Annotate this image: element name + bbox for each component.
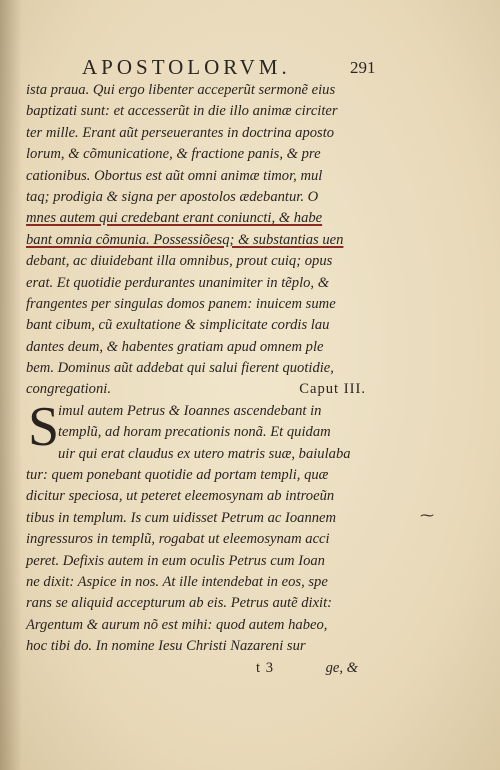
text-line: templũ, ad horam precationis nonã. Et quidam	[58, 424, 331, 441]
text-line: Argentum & aurum nõ est mihi: quod autem habeo,	[26, 616, 328, 633]
text-line: dicitur speciosa, ut peteret eleemosynam ab introeũn	[26, 488, 335, 505]
signature-mark: t 3	[256, 659, 274, 676]
gutter-shadow	[0, 0, 22, 770]
text-line: lorum, & cõmunicatione, & fractione panis, & pre	[26, 146, 321, 163]
text-line: baptizati sunt: et accesserũt in die illo animæ circiter	[26, 103, 338, 120]
text-line: rans se aliquid accepturum ab eis. Petrus autẽ dixit:	[26, 595, 333, 612]
text-line: peret. Defixis autem in eum oculis Petrus cum Ioan	[26, 552, 325, 569]
text-line: cationibus. Obortus est aũt omni animæ timor, mul	[26, 167, 323, 184]
catchword: ge, &	[325, 659, 358, 676]
text-line: bant omnia cõmunia. Possessiõesq; & substantias uen	[26, 231, 344, 248]
text-line: uir qui erat claudus ex utero matris suæ, baiulaba	[58, 445, 351, 462]
text-line: erat. Et quotidie perdurantes unanimiter in tẽplo, &	[26, 274, 330, 291]
text-line: debant, ac diuidebant illa omnibus, prout cuiq; opus	[26, 253, 333, 270]
text-line: ter mille. Erant aũt perseuerantes in doctrina aposto	[26, 124, 335, 141]
chapter-line	[26, 379, 378, 400]
text-line: ingressuros in templũ, rogabat ut eleemosynam acci	[26, 531, 330, 548]
drop-cap: S	[28, 396, 60, 458]
text-line: hoc tibi do. In nomine Iesu Christi Nazareni sur	[26, 638, 306, 655]
text-line: mnes autem qui credebant erant coniuncti, & habe	[26, 210, 323, 227]
signature-line	[26, 658, 378, 679]
running-header: APOSTOLORVM.	[82, 55, 291, 79]
text-line: bem. Dominus aũt addebat qui salui fierent quotidie,	[26, 360, 334, 377]
text-line: congregationi.	[26, 381, 111, 398]
text-line: imul autem Petrus & Ioannes ascendebant in	[58, 402, 322, 419]
text-line: frangentes per singulas domos panem: inuicem sume	[26, 295, 336, 312]
text-line: ista praua. Qui ergo libenter acceperũt sermonẽ eius	[26, 82, 336, 98]
text-line: tibus in templum. Is cum uidisset Petrum ac Ioannem	[26, 509, 337, 526]
text-line: tur: quem ponebant quotidie ad portam templi, quæ	[26, 467, 329, 484]
chapter-heading: Caput III.	[299, 381, 366, 398]
text-line: taq; prodigia & signa per apostolos ædebantur. O	[26, 188, 319, 205]
body-text	[26, 80, 378, 679]
page-number: 291	[350, 58, 376, 77]
text-line: ne dixit: Aspice in nos. At ille intendebat in eos, spe	[26, 573, 328, 590]
text-line: dantes deum, & habentes gratiam apud omnem ple	[26, 338, 324, 355]
margin-mark-icon: ⁓	[420, 509, 434, 524]
text-line: bant cibum, cũ exultatione & simplicitate cordis lau	[26, 317, 330, 334]
